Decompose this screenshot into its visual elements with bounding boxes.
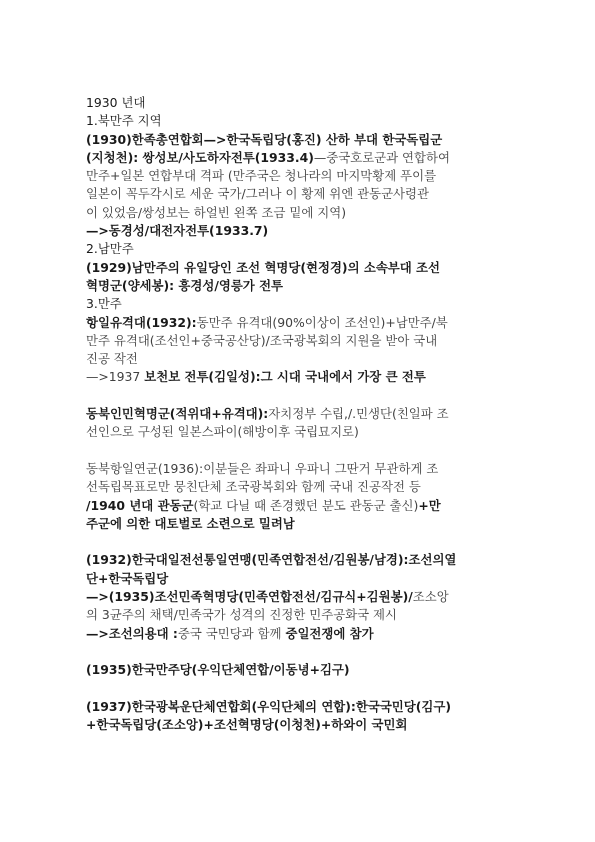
text-line: /1940 년대 관동군(학교 다닐 때 존경했던 분도 관동군 출신)+만 bbox=[86, 497, 441, 513]
section-3-title: 3.만주 bbox=[86, 296, 122, 312]
text-line: 만주 유격대(조선인+중국공산당)/조국광복회의 지원을 받아 국내 bbox=[86, 332, 438, 348]
text-line: —>동경성/대전자전투(1933.7) bbox=[86, 223, 269, 239]
text-line: 진공 작전 bbox=[86, 351, 138, 367]
text-line: +한국독립당(조소앙)+조선혁명당(이청천)+하와이 국민회 bbox=[86, 717, 408, 733]
text-line: (1932)한국대일전선통일연맹(민족연합전선/김원봉/남경):조선의열 bbox=[86, 552, 457, 568]
text-line: (1929)남만주의 유일당인 조선 혁명당(현정경)의 소속부대 조선 bbox=[86, 259, 441, 275]
text-line: 주군에 의한 대토벌로 소련으로 밀려남 bbox=[86, 515, 295, 531]
text-line: 동북인민혁명군(적위대+유격대):자치정부 수립,/.민생단(친일파 조 bbox=[86, 406, 449, 422]
text-line: (1937)한국광복운단체연합회(우익단체의 연합):한국국민당(김구) bbox=[86, 698, 451, 714]
section-1-title: 1.북만주 지역 bbox=[86, 113, 162, 129]
document-page bbox=[86, 94, 516, 734]
text-line: (1930)한족총연합회—>한국독립당(홍진) 산하 부대 한국독립군 bbox=[86, 131, 443, 147]
text-line: (지청천): 쌍성보/사도하자전투(1933.4)—중국호로군과 연합하여 bbox=[86, 149, 450, 165]
text-line: 선인으로 구성된 일본스파이(해방이후 국립묘지로) bbox=[86, 424, 359, 440]
text-line: 혁명군(양세봉): 흥경성/영릉가 전투 bbox=[86, 277, 284, 293]
text-line: 단+한국독립당 bbox=[86, 570, 169, 586]
text-line: 의 3균주의 채택/민족국가 성격의 진정한 민주공화국 제시 bbox=[86, 607, 397, 623]
text-line: (1935)한국만주당(우익단체연합/이동녕+김구) bbox=[86, 662, 350, 678]
page-heading: 1930 년대 bbox=[86, 95, 146, 110]
text-line: —>1937 보천보 전투(김일성):그 시대 국내에서 가장 큰 전투 bbox=[86, 369, 426, 385]
text-line: 선독립목표로만 뭉친단체 조국광복회와 함께 국내 진공작전 등 bbox=[86, 479, 421, 495]
text-line: —>(1935)조선민족혁명당(민족연합전선/김규식+김원봉)/조소앙 bbox=[86, 589, 449, 605]
section-2-title: 2.남만주 bbox=[86, 241, 134, 257]
text-line: —>조선의용대 :중국 국민당과 함께 중일전쟁에 참가 bbox=[86, 625, 374, 641]
text-line: 이 있었음/쌍성보는 하얼빈 왼쪽 조금 밑에 지역) bbox=[86, 204, 347, 220]
text-line: 일본이 꼭두각시로 세운 국가/그러나 이 황제 위엔 관동군사령관 bbox=[86, 186, 429, 202]
text-line: 항일유격대(1932):동만주 유격대(90%이상이 조선인)+남만주/북 bbox=[86, 314, 448, 330]
text-line: 동북항일연군(1936):이분들은 좌파니 우파니 그딴거 무관하게 조 bbox=[86, 460, 439, 476]
text-line: 만주+일본 연합부대 격파 (만주국은 청나라의 마지막황제 푸이를 bbox=[86, 168, 437, 184]
